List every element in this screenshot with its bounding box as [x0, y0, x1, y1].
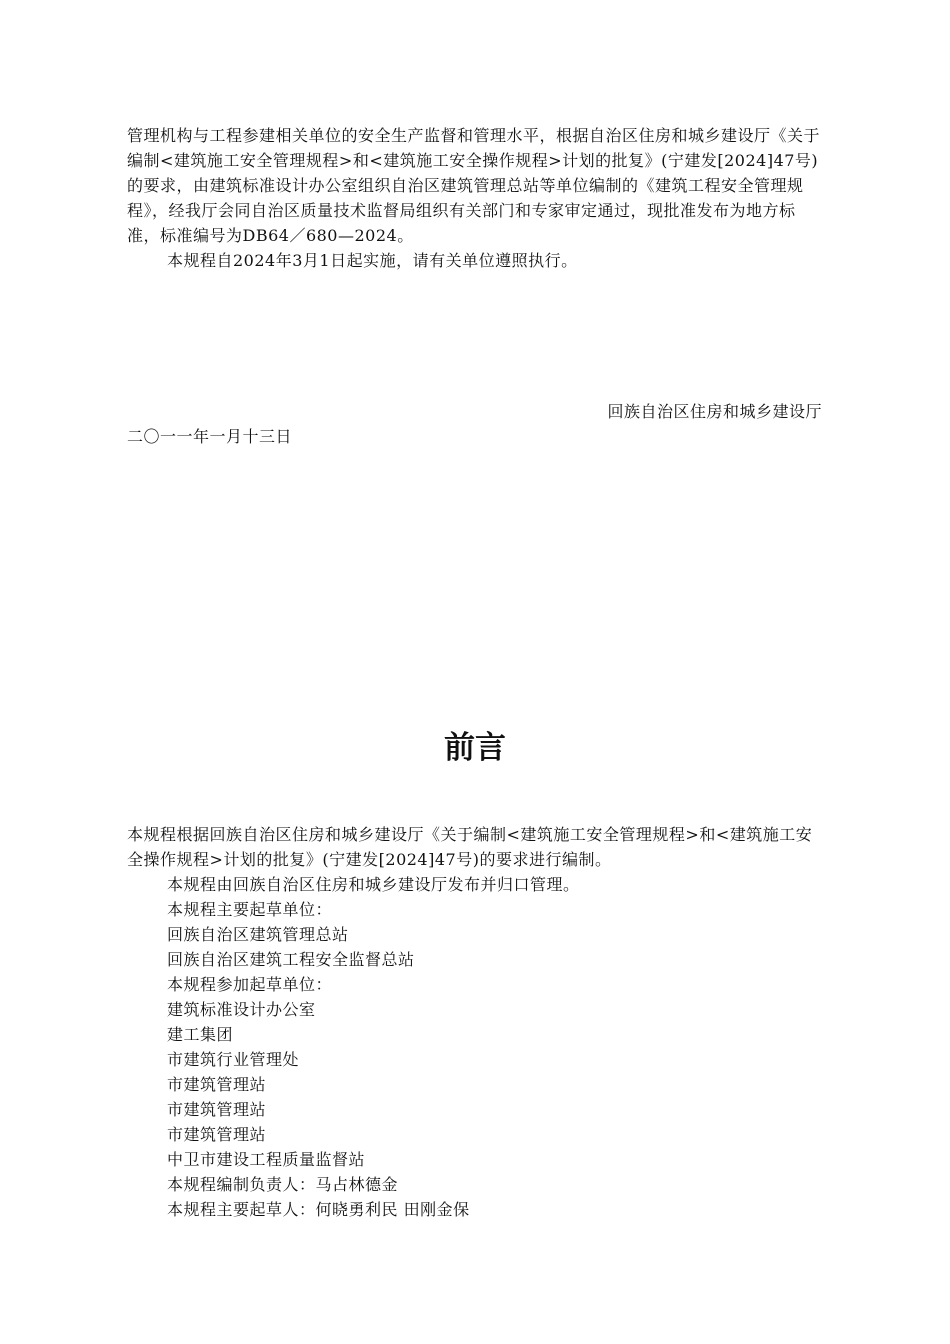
preface-line: 本规程主要起草单位：: [167, 900, 333, 919]
preface-intro: 本规程根据回族自治区住房和城乡建设厅《关于编制<建筑施工安全管理规程>和<建筑施工安全操作规程>计划的批复》(宁建发[2024]47号)的要求进行编制。: [127, 825, 813, 869]
preface-line: 本规程由回族自治区住房和城乡建设厅发布并归口管理。: [167, 875, 580, 894]
preface-line: 回族自治区建筑工程安全监督总站: [167, 950, 415, 969]
preface-line: 中卫市建设工程质量监督站: [167, 1150, 366, 1169]
signature-date: 二〇一一年一月十三日: [127, 427, 293, 446]
notice-paragraph-1: 管理机构与工程参建相关单位的安全生产监督和管理水平，根据自治区住房和城乡建设厅《关于编制<建筑施工安全管理规程>和<建筑施工安全操作规程>计划的批复》(宁建发[2024]47号)的要求，由建筑标准设计办公室组织自治区建筑管理总站等单位编制的《建筑工程安全管理规程》，经我厅会同自治区质量技术监督局组织有关部门和专家审定通过，现批准发布为地方标准，标准编号为DB64／680—2024。: [127, 126, 821, 245]
preface-line: 建工集团: [167, 1025, 234, 1044]
preface-title: 前言: [444, 730, 506, 766]
preface-line: 市建筑行业管理处: [167, 1050, 300, 1069]
preface-line: 本规程主要起草人：何晓勇利民 田刚金保: [167, 1200, 470, 1219]
preface-line: 本规程编制负责人：马占林德金: [167, 1175, 399, 1194]
preface-line: 市建筑管理站: [167, 1075, 267, 1094]
signature-organization: 回族自治区住房和城乡建设厅: [607, 402, 822, 421]
preface-line: 建筑标准设计办公室: [167, 1000, 316, 1019]
preface-body: [127, 822, 827, 1222]
preface-line: 市建筑管理站: [167, 1125, 267, 1144]
notice-paragraph-2: 本规程自2024年3月1日起实施，请有关单位遵照执行。: [167, 251, 578, 270]
preface-line: 本规程参加起草单位：: [167, 975, 333, 994]
preface-line: 市建筑管理站: [167, 1100, 267, 1119]
preface-line: 回族自治区建筑管理总站: [167, 925, 349, 944]
notice-body: [127, 123, 827, 273]
